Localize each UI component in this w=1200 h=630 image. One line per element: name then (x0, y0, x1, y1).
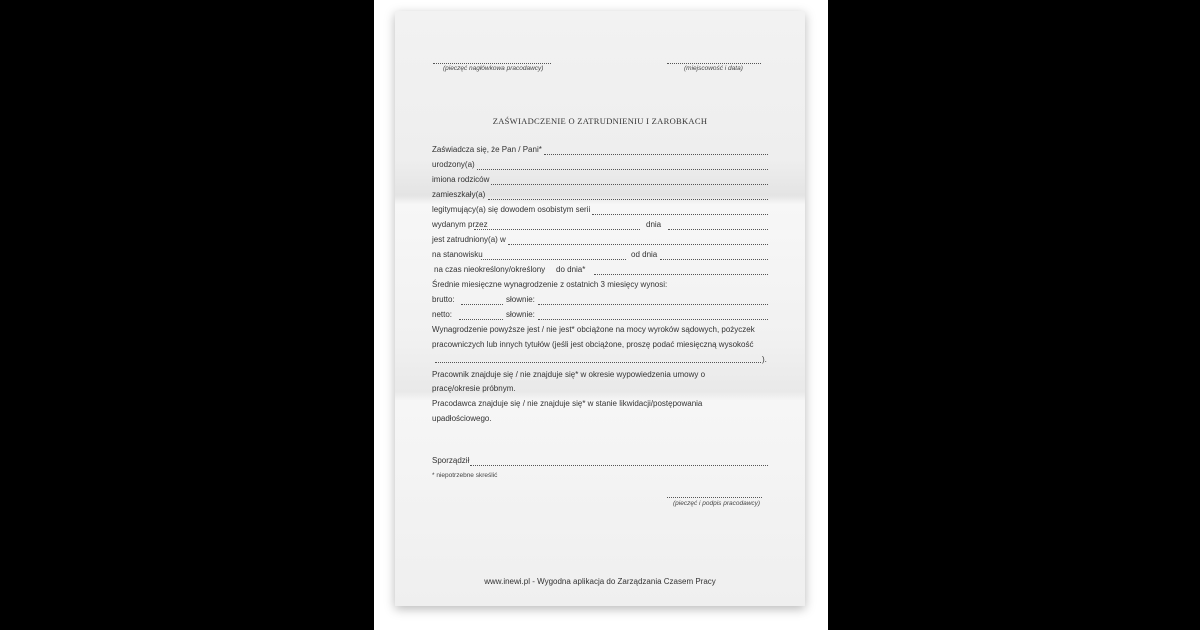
field-gross-words-label: słownie: (506, 295, 535, 304)
field-issued-label: wydanym przez (432, 220, 488, 229)
field-position (432, 250, 768, 265)
field-avg-salary (432, 280, 768, 295)
prepared-by-label: Sporządził (432, 456, 470, 465)
notice-line1: Pracownik znajduje się / nie znajduje się* w okresie wypowiedzenia umowy o (432, 370, 706, 379)
field-net-words-label: słownie: (506, 310, 535, 319)
field-gross (432, 295, 768, 310)
footnote: * niepotrzebne skreślić (432, 472, 498, 479)
liquidation-line1: Pracodawca znajduje się / nie znajduje się* w stanie likwidacji/postępowania (432, 399, 703, 408)
field-born (432, 160, 768, 175)
field-id-card-label: legitymujący(a) się dowodem osobistym serii (432, 205, 591, 214)
field-born-label: urodzony(a) (432, 160, 475, 169)
closing-paren: ). (762, 355, 767, 364)
field-issued (432, 220, 768, 235)
liquidation-line2: upadłościowego. (432, 414, 492, 423)
field-prepared-by (432, 456, 768, 471)
field-net (432, 310, 768, 325)
stamp-line (433, 63, 551, 64)
place-date-line (667, 63, 761, 64)
field-person (432, 145, 768, 160)
field-address-label: zamieszkały(a) (432, 190, 486, 199)
signature-label: (pieczęć i podpis pracodawcy) (673, 500, 761, 507)
field-id-card (432, 205, 768, 220)
field-position-label: na stanowisku (432, 250, 483, 259)
field-issued-day-label: dnia (646, 220, 662, 229)
footer-text: www.inewi.pl - Wygodna aplikacja do Zarządzania Czasem Pracy (484, 577, 716, 586)
salary-burden-line1: Wynagrodzenie powyższe jest / nie jest* obciążone na mocy wyroków sądowych, pożyczek (432, 325, 755, 334)
field-employer (432, 235, 768, 250)
field-period-label: na czas nieokreślony/określony (434, 265, 546, 274)
field-gross-label: brutto: (432, 295, 455, 304)
stamp-label: (pieczęć nagłówkowa pracodawcy) (443, 65, 544, 72)
field-parents (432, 175, 768, 190)
field-to-day-label: do dnia* (556, 265, 586, 274)
field-person-label: Zaświadcza się, że Pan / Pani* (432, 145, 542, 154)
salary-burden-line2: pracowniczych lub innych tytułów (jeśli jest obciążone, proszę podać miesięczną wysokość (432, 340, 754, 349)
field-from-day-label: od dnia (631, 250, 658, 259)
notice-line2: pracę/okresie próbnym. (432, 384, 516, 393)
field-employer-label: jest zatrudniony(a) w (432, 235, 506, 244)
place-date-label: (miejscowość i data) (684, 65, 743, 72)
field-address (432, 190, 768, 205)
field-period (432, 265, 768, 280)
field-avg-salary-label: Średnie miesięczne wynagrodzenie z ostatnich 3 miesięcy wynosi: (432, 280, 668, 289)
salary-burden-amount-line (435, 362, 761, 363)
field-net-label: netto: (432, 310, 453, 319)
field-parents-label: imiona rodziców (432, 175, 490, 184)
certificate-document (395, 11, 805, 606)
document-title: ZAŚWIADCZENIE O ZATRUDNIENIU I ZAROBKACH (492, 116, 708, 126)
signature-line (667, 497, 762, 498)
